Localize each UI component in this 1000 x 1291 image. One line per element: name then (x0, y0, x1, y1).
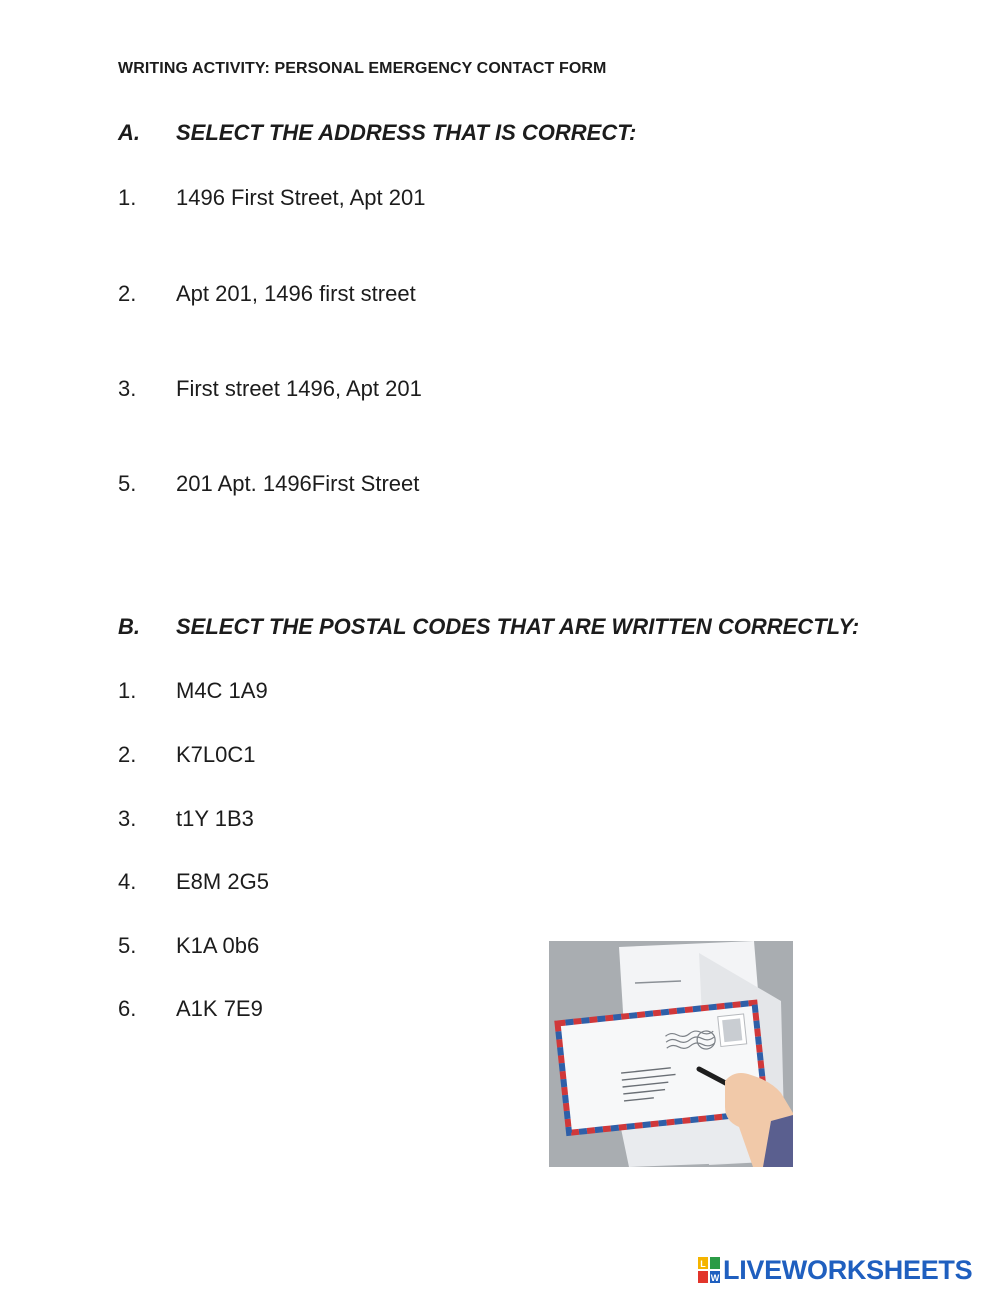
liveworksheets-logo-icon (698, 1257, 720, 1283)
brand (698, 1255, 972, 1285)
logo-letter: L (700, 1259, 706, 1269)
option-number: 2. (118, 742, 137, 767)
option-number: 5. (118, 933, 137, 958)
section-b-letter: B. (118, 614, 140, 639)
option-text: Apt 201, 1496 first street (176, 281, 416, 306)
envelope-illustration (549, 941, 793, 1167)
option-number: 6. (118, 996, 137, 1021)
page-title: WRITING ACTIVITY: PERSONAL EMERGENCY CONTACT FORM (118, 60, 607, 77)
option-text: 1496 First Street, Apt 201 (176, 185, 426, 210)
brand-name: LIVEWORKSHEETS (723, 1254, 973, 1285)
option-number: 5. (118, 471, 137, 496)
option-number: 1. (118, 185, 137, 210)
logo-letter: W (710, 1273, 720, 1283)
option-text: M4C 1A9 (176, 678, 268, 703)
option-number: 3. (118, 376, 137, 401)
section-a-letter: A. (118, 120, 140, 145)
option-number: 1. (118, 678, 137, 703)
option-text: K1A 0b6 (176, 933, 260, 958)
option-text: 201 Apt. 1496First Street (176, 471, 420, 496)
option-number: 4. (118, 869, 137, 894)
option-number: 2. (118, 281, 137, 306)
section-a-text: SELECT THE ADDRESS THAT IS CORRECT: (176, 120, 637, 145)
option-text: E8M 2G5 (176, 869, 269, 894)
option-text: A1K 7E9 (176, 996, 263, 1021)
option-text: First street 1496, Apt 201 (176, 376, 422, 401)
option-text: K7L0C1 (176, 742, 256, 767)
option-text: t1Y 1B3 (176, 806, 254, 831)
section-b-text: SELECT THE POSTAL CODES THAT ARE WRITTEN CORRECTLY: (176, 614, 860, 639)
option-number: 3. (118, 806, 137, 831)
